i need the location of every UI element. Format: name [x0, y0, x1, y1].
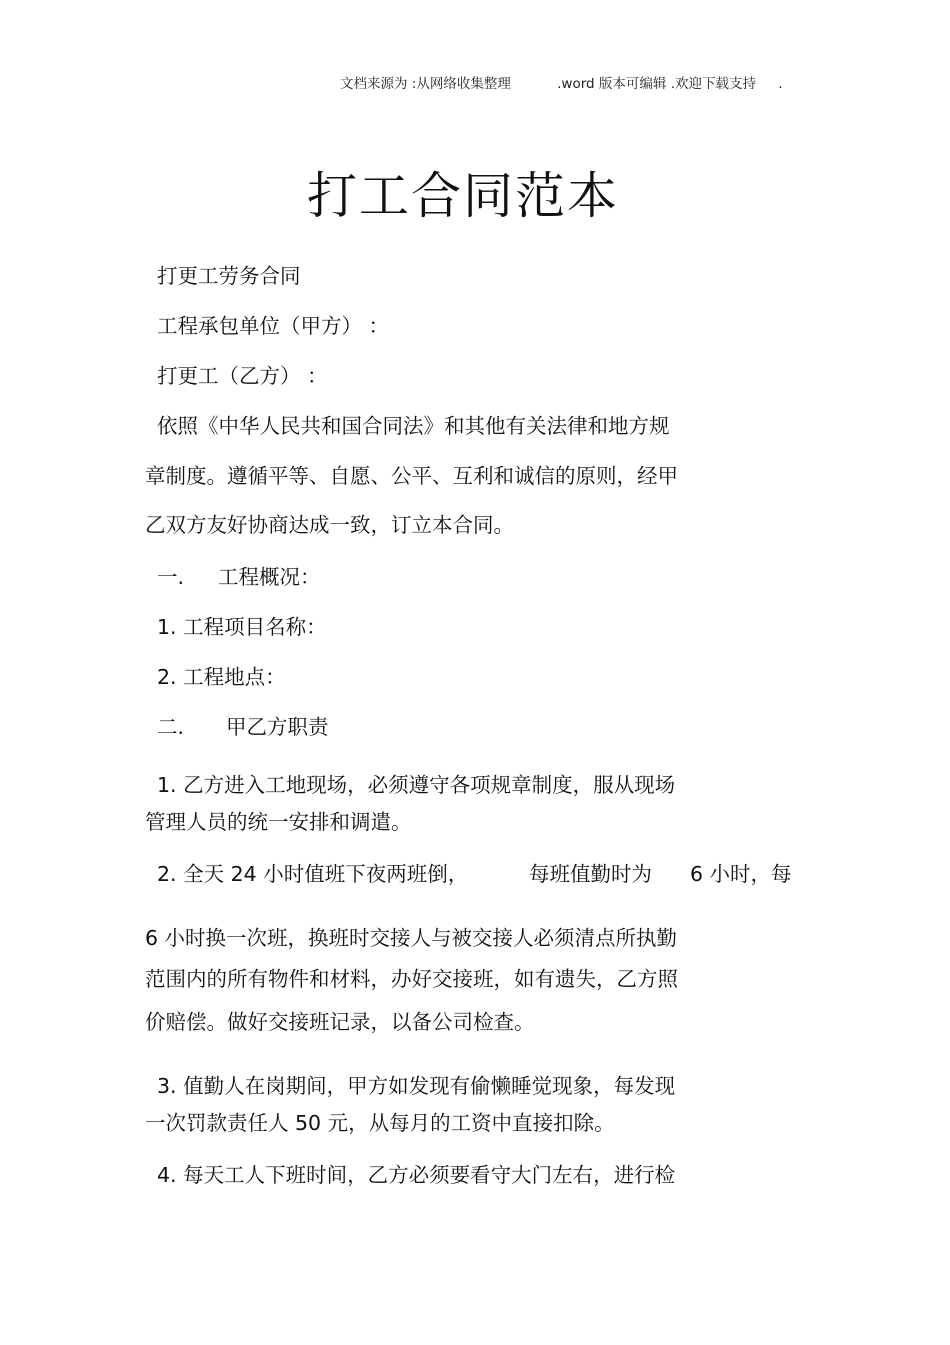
duty-1-line-2: 管理人员的统一安排和调遣。 — [145, 810, 412, 834]
party-a-line: 工程承包单位（甲方） ： — [157, 314, 390, 338]
subtitle-line: 打更工劳务合同 — [157, 264, 301, 288]
duty-2-line-4: 价赔偿。做好交接班记录，以备公司检查。 — [145, 1010, 535, 1034]
section-1-number: 一. — [157, 565, 185, 589]
section-1-heading — [157, 560, 321, 590]
preamble-line-2: 章制度。遵循平等、自愿、公平、互利和诚信的原则，经甲 — [145, 464, 678, 488]
header-end-mark: . — [778, 76, 783, 92]
item-project-location: 2. 工程地点： — [157, 665, 286, 689]
duty-2-line-1 — [157, 857, 817, 887]
duty-4-line-1: 4. 每天工人下班时间，乙方必须要看守大门左右，进行检 — [157, 1163, 676, 1187]
preamble-line-1: 依照《中华人民共和国合同法》和其他有关法律和地方规 — [157, 414, 670, 438]
duty-2-part-2: 每班值勤时为 — [529, 862, 652, 886]
duty-2-line-3: 范围内的所有物件和材料，办好交接班，如有遗失，乙方照 — [145, 967, 678, 991]
preamble-line-3: 乙双方友好协商达成一致，订立本合同。 — [145, 513, 514, 537]
duty-3-line-2: 一次罚款责任人 50 元，从每月的工资中直接扣除。 — [145, 1111, 615, 1135]
duty-2-line-2: 6 小时换一次班，换班时交接人与被交接人必须清点所执勤 — [145, 926, 678, 950]
duty-2-part-3: 6 小时，每 — [690, 862, 792, 886]
duty-2-part-1: 2. 全天 24 小时值班下夜两班倒， — [157, 862, 469, 886]
header-edit-note: .word 版本可编辑 .欢迎下载支持 — [557, 76, 756, 92]
party-b-line: 打更工（乙方） ： — [157, 364, 328, 388]
document-title: 打工合同范本 — [307, 167, 619, 225]
duty-3-line-1: 3. 值勤人在岗期间，甲方如发现有偷懒睡觉现象，每发现 — [157, 1074, 676, 1098]
section-2-heading — [157, 710, 329, 740]
section-2-title: 甲乙方职责 — [226, 715, 329, 739]
page-header — [340, 72, 783, 92]
header-source-note: 文档来源为 :从网络收集整理 — [340, 76, 511, 92]
item-project-name: 1. 工程项目名称： — [157, 615, 327, 639]
section-1-title: 工程概况： — [218, 565, 321, 589]
duty-1-line-1: 1. 乙方进入工地现场，必须遵守各项规章制度，服从现场 — [157, 773, 676, 797]
section-2-number: 二. — [157, 715, 185, 739]
